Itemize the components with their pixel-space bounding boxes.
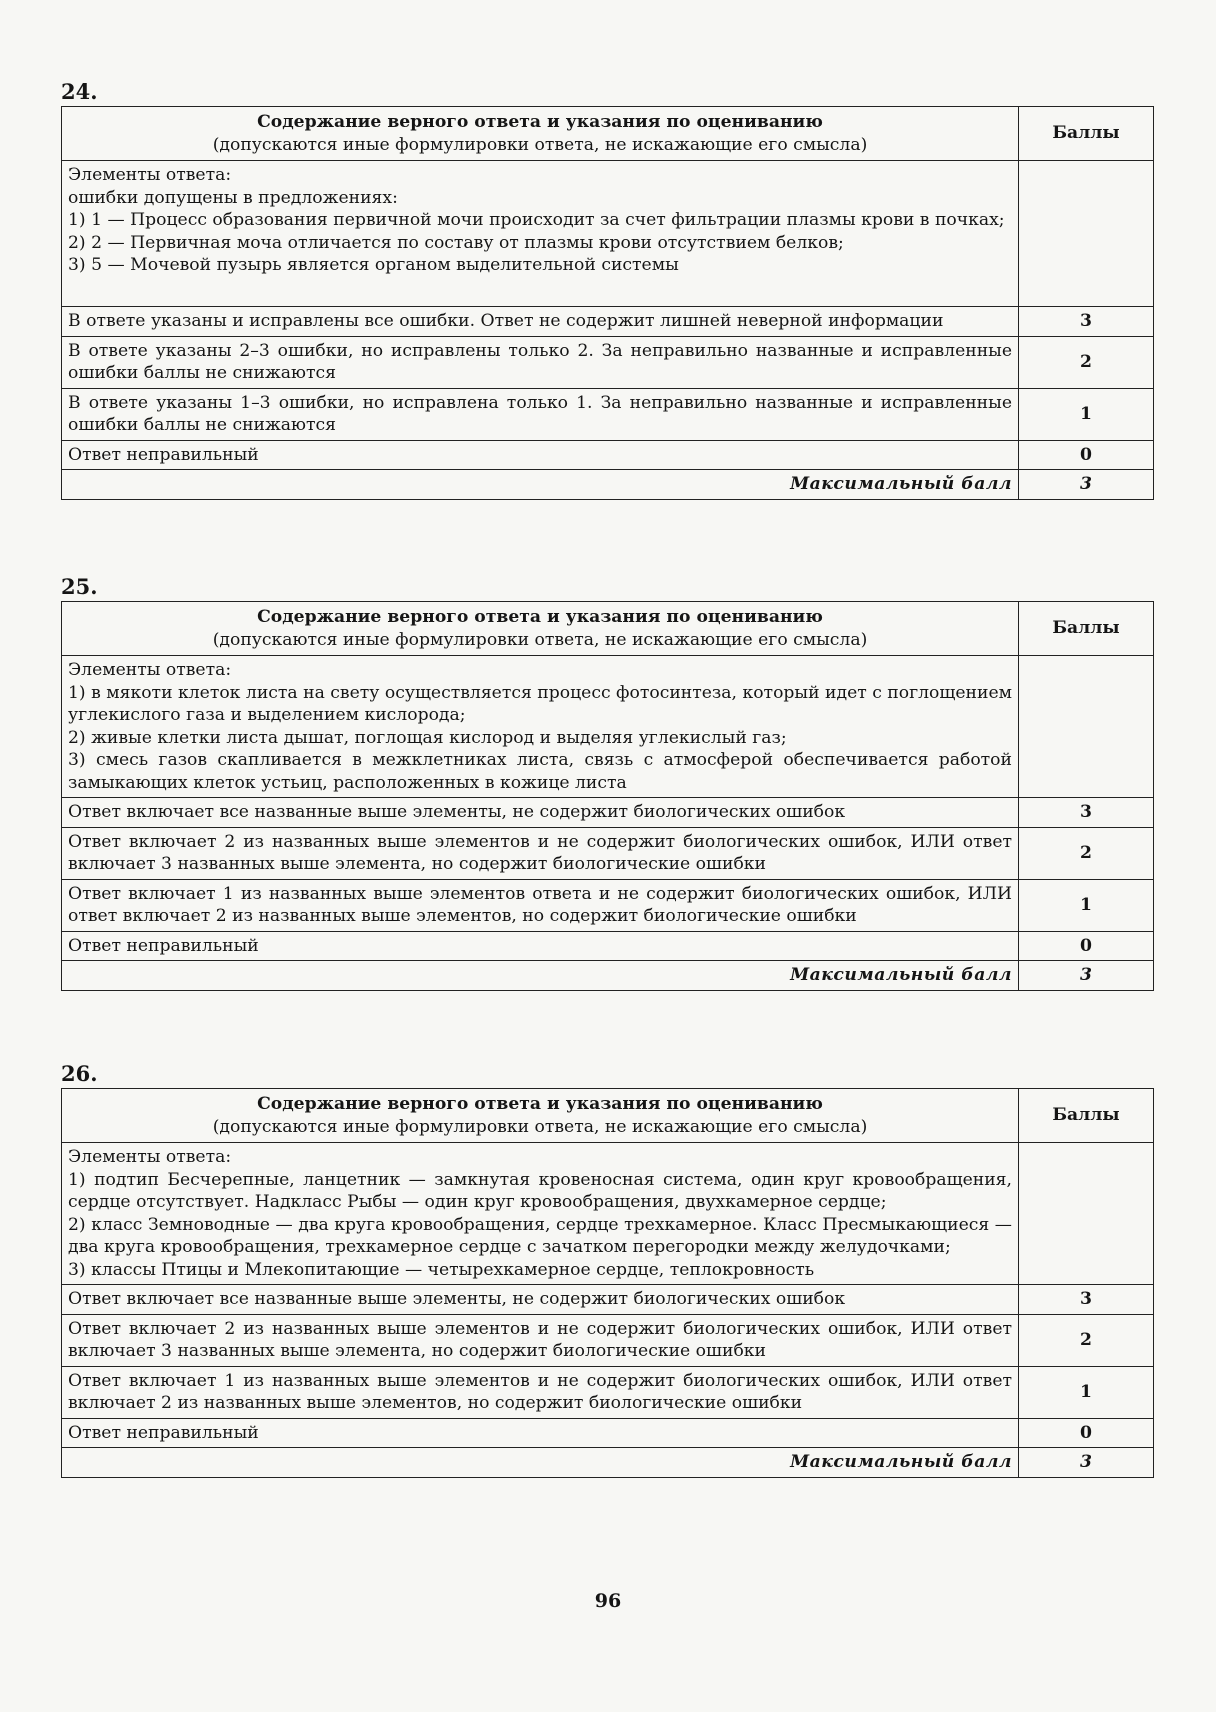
criterion-text: Ответ неправильный xyxy=(62,931,1019,961)
max-score-row xyxy=(62,961,1154,991)
answer-element-line: Элементы ответа: xyxy=(68,660,232,680)
criterion-row xyxy=(62,1418,1154,1448)
table-header-row xyxy=(62,107,1154,161)
criterion-text: Ответ включает 1 из названных выше элементов и не содержит биологических ошибок, ИЛИ ответ включает 2 из названных выше элементов, но содержит биологические ошибки xyxy=(62,1366,1019,1418)
criterion-score: 3 xyxy=(1019,307,1154,337)
criterion-text: Ответ включает все названные выше элементы, не содержит биологических ошибок xyxy=(62,798,1019,828)
max-score-label: Максимальный балл xyxy=(62,1448,1019,1478)
max-score-row xyxy=(62,470,1154,500)
grading-table xyxy=(61,601,1154,991)
answer-elements xyxy=(62,656,1019,798)
answer-elements xyxy=(62,1143,1019,1285)
grading-table xyxy=(61,106,1154,500)
table-header-row xyxy=(62,602,1154,656)
table-header-row xyxy=(62,1089,1154,1143)
criterion-row xyxy=(62,307,1154,337)
score-header: Баллы xyxy=(1019,602,1154,656)
task-26 xyxy=(61,1062,1153,1478)
answer-elements-row xyxy=(62,656,1154,798)
answer-element-line: 3) 5 — Мочевой пузырь является органом выделительной системы xyxy=(68,255,679,275)
criteria-header xyxy=(62,107,1019,161)
criteria-header-title: Содержание верного ответа и указания по оцениванию xyxy=(257,112,823,132)
criterion-score: 1 xyxy=(1019,1366,1154,1418)
task-24 xyxy=(61,80,1153,500)
criterion-score: 2 xyxy=(1019,1314,1154,1366)
max-score-value: 3 xyxy=(1019,1448,1154,1478)
score-cell-empty xyxy=(1019,656,1154,798)
criterion-score: 0 xyxy=(1019,440,1154,470)
criterion-score: 3 xyxy=(1019,798,1154,828)
max-score-row xyxy=(62,1448,1154,1478)
answer-element-line: 1) 1 — Процесс образования первичной мочи происходит за счет фильтрации плазмы крови в почках; xyxy=(68,210,1005,230)
criterion-row xyxy=(62,440,1154,470)
answer-element-line: 2) класс Земноводные — два круга кровообращения, сердце трехкамерное. Класс Пресмыкающиеся — два круга кровообращения, трехкамерное сердце с зачатком перегородки между желудочками; xyxy=(68,1214,1012,1257)
max-score-label: Максимальный балл xyxy=(62,470,1019,500)
criterion-row xyxy=(62,1366,1154,1418)
criterion-score: 0 xyxy=(1019,931,1154,961)
criterion-row xyxy=(62,827,1154,879)
criteria-header-subtitle: (допускаются иные формулировки ответа, не искажающие его смысла) xyxy=(212,629,868,650)
criterion-score: 2 xyxy=(1019,336,1154,388)
criterion-text: Ответ включает все названные выше элементы, не содержит биологических ошибок xyxy=(62,1285,1019,1315)
criterion-score: 3 xyxy=(1019,1285,1154,1315)
criterion-text: Ответ включает 2 из названных выше элементов и не содержит биологических ошибок, ИЛИ ответ включает 3 названных выше элемента, но содержит биологические ошибки xyxy=(62,827,1019,879)
criterion-text: В ответе указаны 2–3 ошибки, но исправлены только 2. За неправильно названные и исправленные ошибки баллы не снижаются xyxy=(62,336,1019,388)
answer-element-line: 1) подтип Бесчерепные, ланцетник — замкнутая кровеносная система, один круг кровообращения, сердце отсутствует. Надкласс Рыбы — один круг кровообращения, двухкамерное сердце; xyxy=(68,1169,1012,1212)
task-number: 26. xyxy=(61,1061,98,1086)
answer-element-line: 2) 2 — Первичная моча отличается по составу от плазмы крови отсутствием белков; xyxy=(68,232,844,253)
criteria-header xyxy=(62,602,1019,656)
score-header: Баллы xyxy=(1019,107,1154,161)
page-number: 96 xyxy=(594,1590,622,1612)
answer-element-line: 2) живые клетки листа дышат, поглощая кислород и выделяя углекислый газ; xyxy=(68,727,787,748)
answer-element-line: Элементы ответа: xyxy=(68,165,232,185)
criterion-score: 1 xyxy=(1019,388,1154,440)
answer-element-line: ошибки допущены в предложениях: xyxy=(68,187,398,208)
criterion-text: Ответ включает 2 из названных выше элементов и не содержит биологических ошибок, ИЛИ ответ включает 3 названных выше элемента, но содержит биологические ошибки xyxy=(62,1314,1019,1366)
criterion-text: В ответе указаны и исправлены все ошибки. Ответ не содержит лишней неверной информации xyxy=(62,307,1019,337)
criteria-header-title: Содержание верного ответа и указания по оцениванию xyxy=(257,1094,823,1114)
grading-table xyxy=(61,1088,1154,1478)
criterion-row xyxy=(62,1285,1154,1315)
criteria-header-subtitle: (допускаются иные формулировки ответа, не искажающие его смысла) xyxy=(212,1116,868,1137)
answer-element-line: 1) в мякоти клеток листа на свету осуществляется процесс фотосинтеза, который идет с поглощением углекислого газа и выделением кислорода; xyxy=(68,682,1012,725)
answer-element-line: Элементы ответа: xyxy=(68,1147,232,1167)
answer-elements-row xyxy=(62,161,1154,307)
criterion-row xyxy=(62,388,1154,440)
answer-elements-row xyxy=(62,1143,1154,1285)
max-score-value: 3 xyxy=(1019,470,1154,500)
criteria-header-title: Содержание верного ответа и указания по оцениванию xyxy=(257,607,823,627)
criterion-row xyxy=(62,1314,1154,1366)
answer-element-line: 3) классы Птицы и Млекопитающие — четырехкамерное сердце, теплокровность xyxy=(68,1259,815,1280)
criterion-row xyxy=(62,879,1154,931)
criterion-text: Ответ неправильный xyxy=(62,440,1019,470)
task-number: 24. xyxy=(61,79,98,104)
criterion-text: Ответ включает 1 из названных выше элементов ответа и не содержит биологических ошибок, ИЛИ ответ включает 2 из названных выше элементов, но содержит биологические ошибки xyxy=(62,879,1019,931)
criterion-row xyxy=(62,931,1154,961)
task-number: 25. xyxy=(61,574,98,599)
score-cell-empty xyxy=(1019,161,1154,307)
criteria-header xyxy=(62,1089,1019,1143)
criterion-row xyxy=(62,798,1154,828)
criterion-score: 2 xyxy=(1019,827,1154,879)
criterion-score: 1 xyxy=(1019,879,1154,931)
criterion-text: Ответ неправильный xyxy=(62,1418,1019,1448)
criteria-header-subtitle: (допускаются иные формулировки ответа, не искажающие его смысла) xyxy=(212,134,868,155)
answer-elements xyxy=(62,161,1019,307)
task-25 xyxy=(61,575,1153,991)
score-header: Баллы xyxy=(1019,1089,1154,1143)
criterion-row xyxy=(62,336,1154,388)
max-score-value: 3 xyxy=(1019,961,1154,991)
answer-element-line: 3) смесь газов скапливается в межклетниках листа, связь с атмосферой обеспечивается работой замыкающих клеток устьиц, расположенных в кожице листа xyxy=(68,750,1012,793)
score-cell-empty xyxy=(1019,1143,1154,1285)
max-score-label: Максимальный балл xyxy=(62,961,1019,991)
criterion-score: 0 xyxy=(1019,1418,1154,1448)
criterion-text: В ответе указаны 1–3 ошибки, но исправлена только 1. За неправильно названные и исправленные ошибки баллы не снижаются xyxy=(62,388,1019,440)
